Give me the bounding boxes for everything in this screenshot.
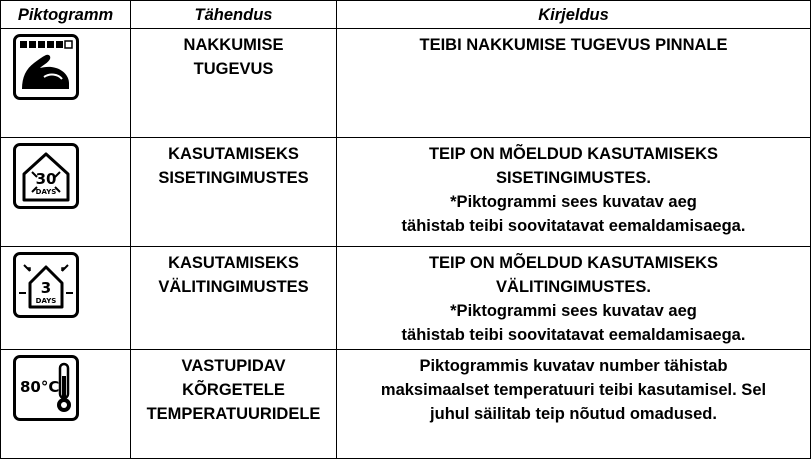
adhesion-strength-icon: [13, 34, 79, 100]
meaning-cell: KASUTAMISEKS VÄLITINGIMUSTES: [131, 247, 337, 350]
pictogram-cell: [1, 247, 131, 350]
meaning-cell: KASUTAMISEKS SISETINGIMUSTES: [131, 138, 337, 247]
table-row: [1, 350, 811, 459]
description-cell: TEIP ON MÕELDUD KASUTAMISEKS SISETINGIMUSTES. *Piktogrammi sees kuvatav aeg tähistab teibi soovitatavat eemaldamisaega.: [337, 138, 811, 247]
description-cell: TEIBI NAKKUMISE TUGEVUS PINNALE: [337, 29, 811, 138]
svg-text:DAYS: DAYS: [35, 297, 57, 305]
pictogram-cell: [1, 350, 131, 459]
meaning-cell: VASTUPIDAV KÕRGETELE TEMPERATUURIDELE: [131, 350, 337, 459]
table-row: [1, 29, 811, 138]
description-cell: Piktogrammis kuvatav number tähistab maksimaalset temperatuuri teibi kasutamisel. Sel juhul säilitab teip nõutud omadused.: [337, 350, 811, 459]
header-pictogram: Piktogramm: [1, 1, 131, 29]
table-row: [1, 247, 811, 350]
pictogram-cell: [1, 29, 131, 138]
pictogram-cell: [1, 138, 131, 247]
table-header-row: [1, 1, 811, 29]
outdoor-house-icon: [13, 252, 79, 318]
svg-text:3: 3: [40, 279, 52, 297]
svg-text:30: 30: [35, 170, 57, 188]
svg-text:80°C: 80°C: [20, 378, 60, 396]
table-row: [1, 138, 811, 247]
header-description: Kirjeldus: [337, 1, 811, 29]
header-meaning: Tähendus: [131, 1, 337, 29]
indoor-house-icon: [13, 143, 79, 209]
meaning-cell: NAKKUMISE TUGEVUS: [131, 29, 337, 138]
svg-text:DAYS: DAYS: [35, 188, 57, 196]
description-cell: TEIP ON MÕELDUD KASUTAMISEKS VÄLITINGIMUSTES. *Piktogrammi sees kuvatav aeg tähistab teibi soovitatavat eemaldamisaega.: [337, 247, 811, 350]
thermometer-icon: [13, 355, 79, 421]
